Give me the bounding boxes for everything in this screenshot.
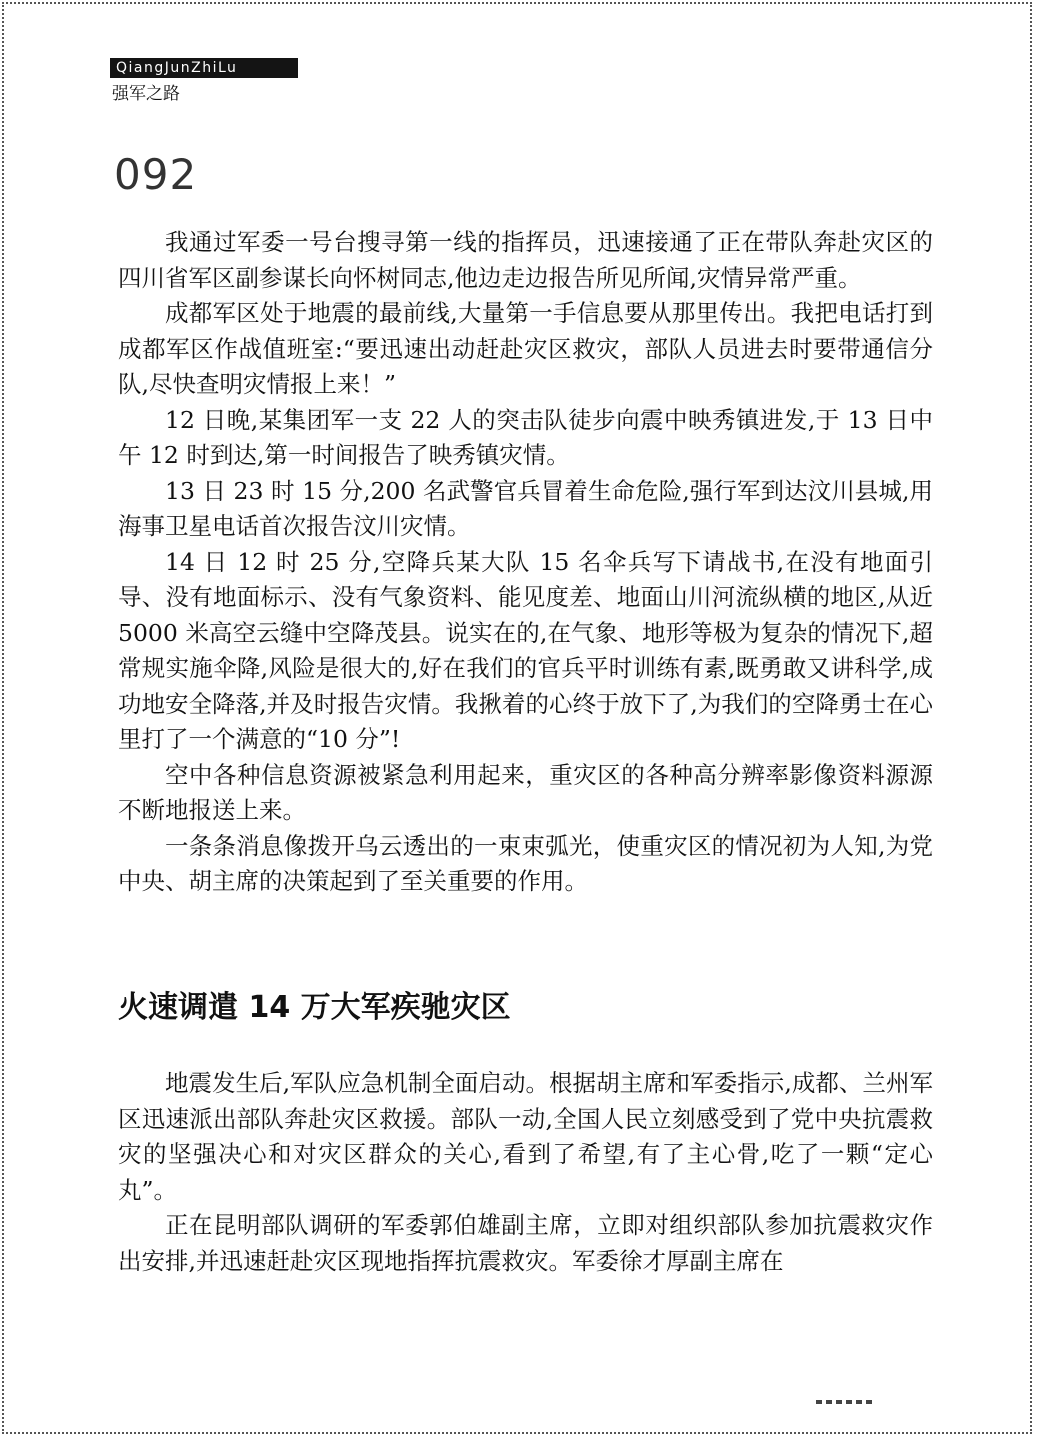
section-heading: 火速调遣 14 万大军疾驰灾区 (118, 990, 511, 1025)
running-header-title: 强军之路 (112, 84, 180, 104)
paragraph: 正在昆明部队调研的军委郭伯雄副主席，立即对组织部队参加抗震救灾作出安排,并迅速赶赴灾区现地指挥抗震救灾。军委徐才厚副主席在 (118, 1211, 933, 1275)
footer-scan-mark (816, 1400, 874, 1404)
paragraph: 13 日 23 时 15 分,200 名武警官兵冒着生命危险,强行军到达汶川县城,用海事卫星电话首次报告汶川灾情。 (118, 476, 933, 540)
body-text-top (118, 225, 933, 900)
running-header-pinyin: QiangJunZhiLu (110, 58, 298, 78)
body-text-bottom (118, 1066, 933, 1279)
paragraph: 成都军区处于地震的最前线,大量第一手信息要从那里传出。我把电话打到成都军区作战值班室:“要迅速出动赶赴灾区救灾，部队人员进去时要带通信分队,尽快查明灾情报上来！” (118, 299, 933, 398)
paragraph: 地震发生后,军队应急机制全面启动。根据胡主席和军委指示,成都、兰州军区迅速派出部队奔赴灾区救援。部队一动,全国人民立刻感受到了党中央抗震救灾的坚强决心和对灾区群众的关心,看到了希望,有了主心骨,吃了一颗“定心丸”。 (118, 1069, 933, 1204)
paragraph: 14 日 12 时 25 分,空降兵某大队 15 名伞兵写下请战书,在没有地面引导、没有地面标示、没有气象资料、能见度差、地面山川河流纵横的地区,从近 5000 米高空云缝中空降茂县。说实在的,在气象、地形等极为复杂的情况下,超常规实施伞降,风险是很大的,好在我们的官兵平时训练有素,既勇敢又讲科学,成功地安全降落,并及时报告灾情。我揪着的心终于放下了,为我们的空降勇士在心里打了一个满意的“10 分”! (118, 547, 933, 753)
paragraph: 12 日晚,某集团军一支 22 人的突击队徒步向震中映秀镇进发,于 13 日中午 12 时到达,第一时间报告了映秀镇灾情。 (118, 405, 933, 469)
paragraph: 一条条消息像拨开乌云透出的一束束弧光，使重灾区的情况初为人知,为党中央、胡主席的决策起到了至关重要的作用。 (118, 831, 933, 895)
paragraph: 空中各种信息资源被紧急利用起来，重灾区的各种高分辨率影像资料源源不断地报送上来。 (118, 760, 933, 824)
page-number: 092 (114, 150, 198, 199)
paragraph: 我通过军委一号台搜寻第一线的指挥员，迅速接通了正在带队奔赴灾区的四川省军区副参谋长向怀树同志,他边走边报告所见所闻,灾情异常严重。 (118, 228, 933, 292)
